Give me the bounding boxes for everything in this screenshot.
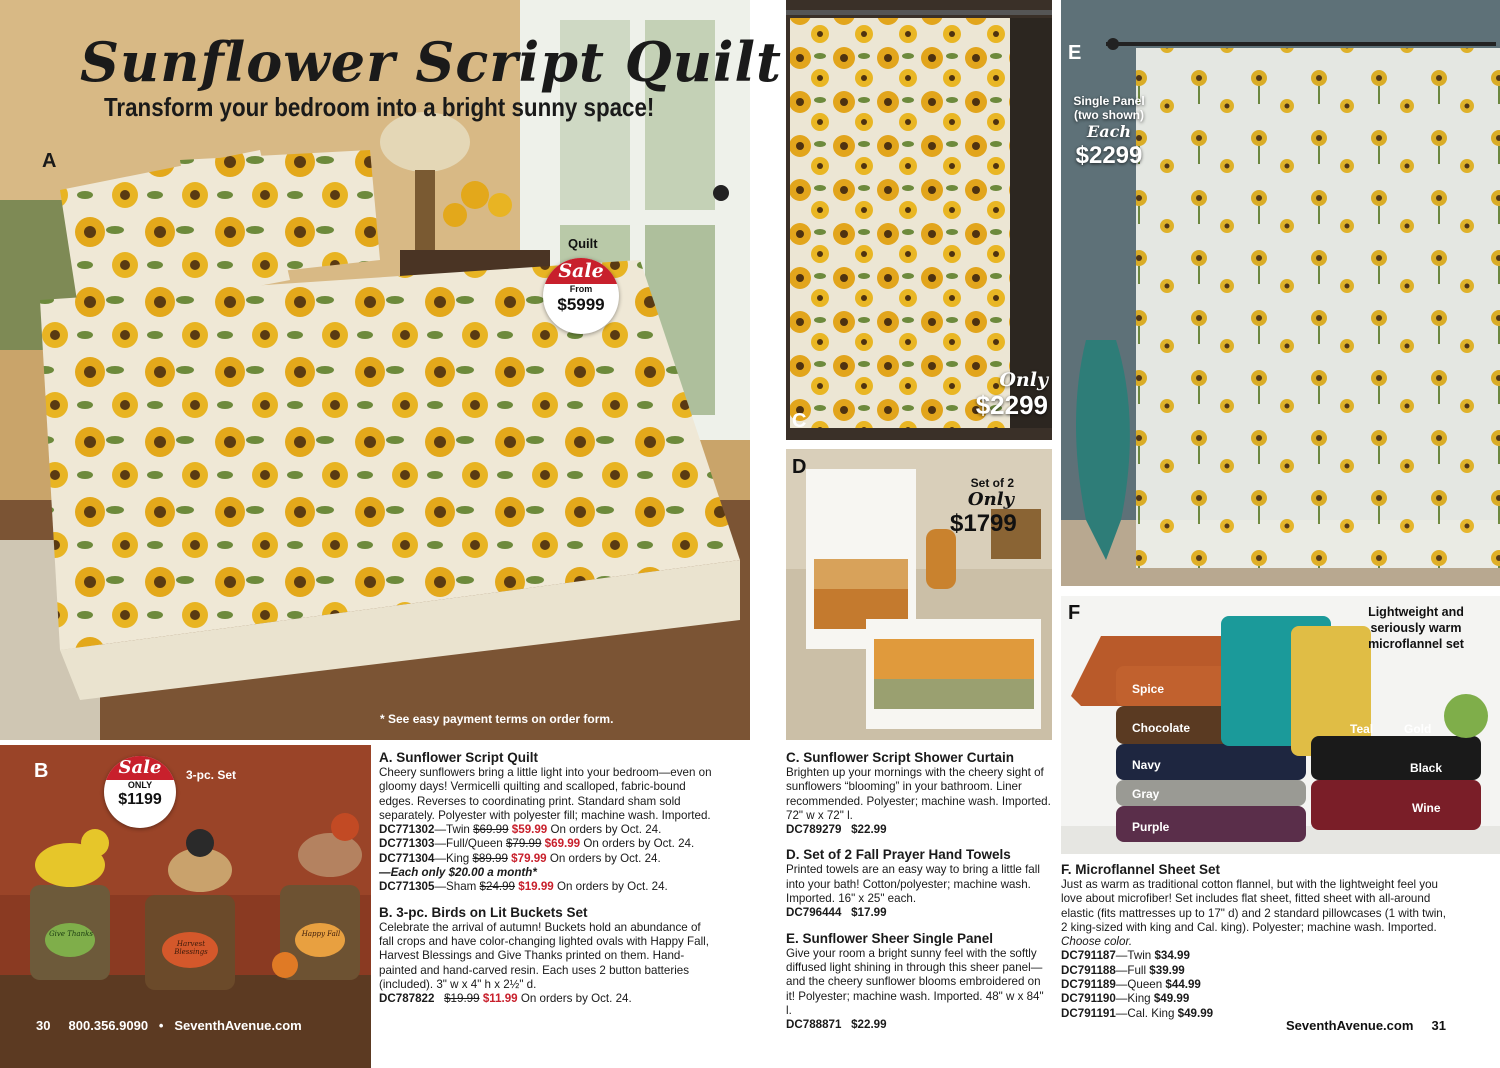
footer-left [36,1018,302,1033]
towel-price: $1799 [950,510,1017,537]
monthly-note: —Each only $20.00 a month* [379,866,537,880]
sheet-note: Lightweight and seriously warm microflannel set [1368,605,1464,651]
bucket-label-give-thanks: Give Thanks [49,930,93,938]
footer-bullet: • [158,1018,164,1033]
product-c-desc: Brighten up your mornings with the cheery sight of sunflowers “blooming” in your bathroom. Liner recommended. Polyester; machine wash. Imported. 72" w x 72" l. [786,766,1051,822]
set-of-2: Set of 2 [970,476,1014,490]
color-gray: Gray [1132,787,1160,801]
sku-line: DC791189—Queen $44.99 [1061,978,1201,992]
product-d [786,847,1052,920]
site-right: SeventhAvenue.com [1286,1018,1414,1033]
product-a-desc: Cheery sunflowers bring a little light into your bedroom—even on gloomy days! Vermicelli quilting and scalloped, fabric-bound edges. Reverses to coordinating print. Standard sham sold separately. Polyester with polyester fill; machine wash. Imported. [379,766,712,822]
color-chocolate: Chocolate [1132,721,1191,735]
product-d-title: D. Set of 2 Fall Prayer Hand Towels [786,847,1011,863]
page-number-left: 30 [36,1018,51,1033]
sku-line: DC791191—Cal. King $49.99 [1061,1006,1214,1020]
product-b-desc: Celebrate the arrival of autumn! Buckets hold an abundance of fall crops and have color-changing lighted ovals with Happy Fall, Harvest Blessings and Give Thanks printed on them. Hand-painted and hand-carved resin. Each uses 2 button batteries (included). 3" w x 4" h x 2½" d. [379,920,709,991]
color-gold: Gold [1404,722,1432,736]
product-e-desc: Give your room a bright sunny feel with the softly diffused light shining in through this sheer panel—and the cheery sunflower blooms embroidered on it! Polyester; machine wash. Imported. 48" w x 84" l. [786,946,1044,1017]
quilt-label: Quilt [568,236,598,251]
panel-letter-f: F [1068,602,1081,624]
two-shown-label: (two shown) [1074,108,1144,122]
product-f-copy [1061,862,1447,1021]
sku-line: DC788871 $22.99 [786,1018,887,1032]
footer-right [1286,1018,1446,1033]
product-d-desc: Printed towels are an easy way to bring a little fall into your bath! Cotton/polyester; machine wash. Imported. 16" x 25" each. [786,863,1040,906]
sku-line: DC791187—Twin $34.99 [1061,949,1190,963]
panel-letter-b: B [34,760,49,782]
sheer-panel-photo [1061,0,1500,586]
birds-price: $1199 [118,791,162,808]
towel-price-tag [950,476,1017,538]
color-wine: Wine [1412,801,1441,815]
bucket-label-happy-fall: Happy Fall [301,930,341,938]
only-label: ONLY [127,780,153,790]
sku-line: DC791188—Full $39.99 [1061,963,1185,977]
sale-word: Sale [104,756,176,780]
sku-line: DC796444 $17.99 [786,906,887,920]
sheer-price-tag [1072,94,1146,170]
quilt-price: $5999 [557,295,605,314]
site-left: SeventhAvenue.com [174,1018,302,1033]
color-navy: Navy [1132,758,1161,772]
product-a-copy [379,750,714,1006]
sku-line: DC771303—Full/Queen $79.99 $69.99 On orders by Oct. 24. [379,837,695,851]
only-label: Only [967,489,1014,510]
bucket-label-harvest: Harvest Blessings [174,940,208,956]
product-c-title: C. Sunflower Script Shower Curtain [786,750,1015,765]
color-spice: Spice [1132,682,1165,696]
payment-note: * See easy payment terms on order form. [380,712,614,726]
color-teal: Teal [1350,722,1374,736]
panel-letter-e: E [1068,42,1082,64]
product-e-title: E. Sunflower Sheer Single Panel [786,930,994,946]
sku-line: DC771304—King $89.99 $79.99 On orders by Oct. 24. [379,851,661,865]
only-label: Only [999,369,1048,391]
single-panel-label: Single Panel [1073,94,1145,108]
product-f-title: F. Microflannel Sheet Set [1061,862,1221,877]
choose-color: Choose color. [1061,935,1133,949]
product-e [786,931,1052,1033]
sku-line: DC789279 $22.99 [786,823,887,837]
product-b-title: B. 3-pc. Birds on Lit Buckets Set [379,904,588,920]
from-label: From [569,284,593,294]
panel-letter-a: A [42,150,57,172]
panel-letter-c: C [792,410,807,432]
each-label: Each [1087,122,1131,141]
panel-letter-d: D [792,456,807,478]
product-a-title: A. Sunflower Script Quilt [379,750,539,765]
sheer-price: $2299 [1075,142,1143,169]
sheer-scene [1061,0,1500,586]
product-f-desc: Just as warm as traditional cotton flannel, but with the lightweight feel you love about microfiber! Set includes flat sheet, fitted sheet with all-around elastic (fits mattresses up to 17" d) and 2 standard pillowcases (1 with twin, 2 king-sized with king and Cal. king). Polyester; machine wash. Imported. Choose color. [1061,878,1446,949]
phone-number: 800.356.9090 [68,1018,149,1033]
quilt-sale-badge [543,258,619,334]
color-black: Black [1410,761,1443,775]
page-number-right: 31 [1431,1018,1446,1033]
sku-line: DC787822 $19.99 $11.99 On orders by Oct. 24. [379,992,632,1006]
subheadline: Transform your bedroom into a bright sunny space! [104,92,655,122]
headline: Sunflower Script Quilt [80,30,782,94]
birds-sale-badge [104,756,176,828]
sku-line: DC771305—Sham $24.99 $19.99 On orders by Oct. 24. [379,880,668,894]
color-purple: Purple [1132,820,1170,834]
product-c [786,750,1052,837]
curtain-price: $2299 [975,390,1048,420]
product-cde-copy [786,750,1052,1032]
curtain-price-tag [960,370,1048,420]
sale-word: Sale [543,258,619,284]
sku-line: DC771302—Twin $69.99 $59.99 On orders by Oct. 24. [379,823,662,837]
sku-line: DC791190—King $49.99 [1061,992,1190,1006]
set-label: 3-pc. Set [186,768,237,782]
